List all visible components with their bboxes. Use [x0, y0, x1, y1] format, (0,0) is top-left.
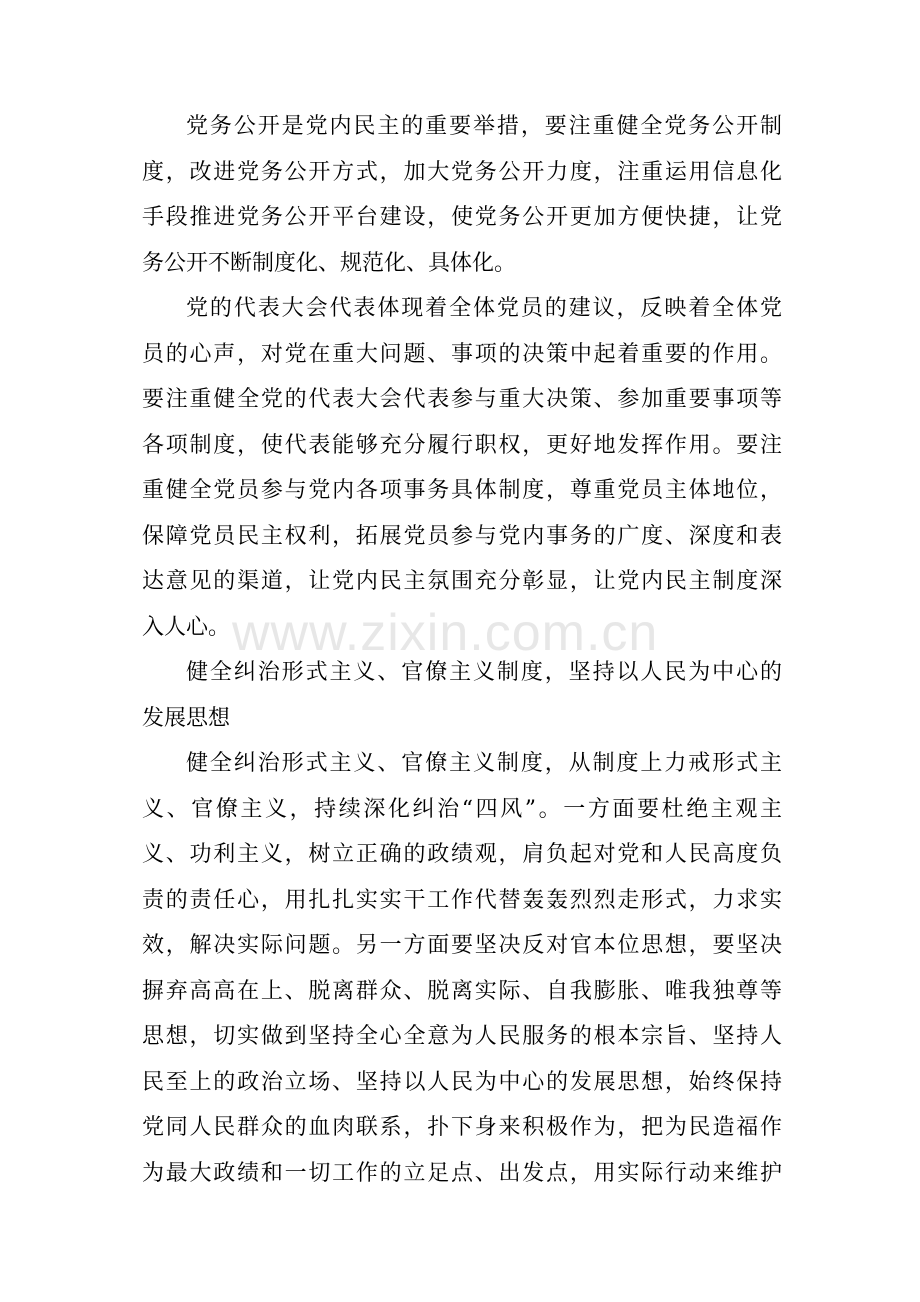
- section-heading: [142, 650, 782, 741]
- paragraph-party-congress-delegates: [142, 286, 782, 650]
- text-line: 义、官僚主义，持续深化纠治“四风”。一方面要杜绝主观主: [142, 796, 782, 822]
- text-line: 党同人民群众的血肉联系，扑下身来积极作为，把为民造福作: [142, 1115, 782, 1140]
- text-line: 思想，切实做到坚持全心全意为人民服务的根本宗旨、坚持人: [142, 1024, 782, 1049]
- text-line: 要注重健全党的代表大会代表参与重大决策、参加重要事项等: [142, 387, 782, 412]
- text-line: 义、功利主义，树立正确的政绩观，肩负起对党和人民高度负: [142, 842, 782, 867]
- text-line: 摒弃高高在上、脱离群众、脱离实际、自我膨胀、唯我独尊等: [142, 978, 782, 1004]
- text-line: 务公开不断制度化、规范化、具体化。: [142, 250, 517, 276]
- text-line: 入人心。: [142, 614, 231, 640]
- text-line: 保障党员民主权利，拓展党员参与党内事务的广度、深度和表: [142, 523, 782, 549]
- text-line: 责的责任心，用扎扎实实干工作代替轰轰烈烈走形式，力求实: [142, 887, 782, 913]
- text-line: 民至上的政治立场、坚持以人民为中心的发展思想，始终保持: [142, 1069, 782, 1095]
- text-line: 各项制度，使代表能够充分履行职权，更好地发挥作用。要注: [142, 432, 782, 458]
- text-line: 为最大政绩和一切工作的立足点、出发点，用实际行动来维护: [142, 1160, 782, 1186]
- text-line: 党的代表大会代表体现着全体党员的建议，反映着全体党: [186, 296, 782, 321]
- text-line: 手段推进党务公开平台建设，使党务公开更加方便快捷，让党: [142, 205, 782, 230]
- watermark-text: www.zixin.com.cn: [232, 604, 659, 662]
- text-line: 发展思想: [142, 705, 231, 731]
- text-line: 重健全党员参与党内各项事务具体制度，尊重党员主体地位，: [142, 478, 782, 503]
- paragraph-anti-formalism: [142, 741, 782, 1196]
- text-line: 健全纠治形式主义、官僚主义制度，坚持以人民为中心的: [186, 660, 782, 685]
- text-line: 度，改进党务公开方式，加大党务公开力度，注重运用信息化: [142, 159, 782, 185]
- text-line: 达意见的渠道，让党内民主氛围充分彰显，让党内民主制度深: [142, 569, 782, 594]
- paragraph-party-affairs-openness: [142, 104, 782, 286]
- text-line: 员的心声，对党在重大问题、事项的决策中起着重要的作用。: [142, 341, 782, 367]
- text-line: 健全纠治形式主义、官僚主义制度，从制度上力戒形式主: [186, 751, 782, 776]
- text-line: 效，解决实际问题。另一方面要坚决反对官本位思想，要坚决: [142, 933, 782, 958]
- text-line: 党务公开是党内民主的重要举措，要注重健全党务公开制: [186, 114, 782, 139]
- document-body: [142, 104, 782, 1196]
